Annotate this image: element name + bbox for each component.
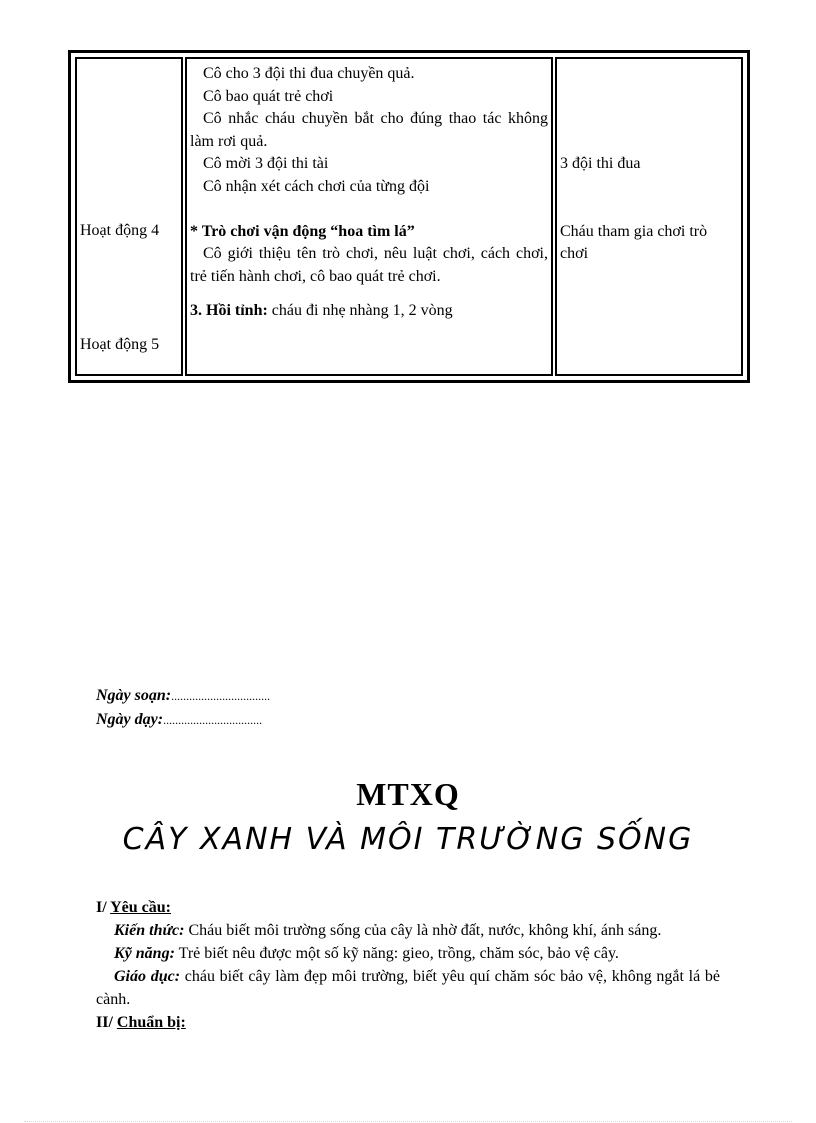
activity-label-cell [75, 57, 183, 376]
content-line: Cô mời 3 đội thi tài [203, 155, 329, 172]
game-title: * Trò chơi vận động “hoa tìm lá” [190, 222, 415, 240]
child-activity-text: 3 đội thi đua [560, 155, 641, 172]
requirements-section [96, 896, 720, 1034]
activity-label: Hoạt động 5 [80, 335, 160, 353]
topic-title: CÂY XANH VÀ MÔI TRƯỜNG SỐNG [122, 822, 694, 857]
cooldown-title: 3. Hồi tỉnh: [190, 302, 268, 319]
cooldown-text: cháu đi nhẹ nhàng 1, 2 vòng [267, 302, 453, 319]
teach-date-line [96, 708, 270, 732]
activity-table [68, 50, 750, 383]
knowledge-paragraph [96, 919, 720, 942]
child-activity-cell [555, 57, 743, 376]
skills-paragraph [96, 942, 720, 965]
teach-date-label: Ngày dạy: [96, 711, 164, 728]
education-text: cháu biết cây làm đẹp môi trường, biết yêu quí chăm sóc bảo vệ, không ngắt lá bẻ cành. [96, 968, 721, 1008]
knowledge-text: Cháu biết môi trường sống của cây là nhờ đất, nước, không khí, ánh sáng. [184, 922, 662, 939]
content-line: Cô bao quát trẻ chơi [203, 87, 334, 105]
prep-date-label: Ngày soạn: [96, 687, 172, 704]
subject-title: MTXQ [356, 776, 460, 812]
prep-date-line [96, 684, 270, 708]
activity-label: Hoạt động 4 [80, 222, 160, 239]
prep-date-dots: ................................. [171, 689, 271, 703]
table-row [75, 57, 743, 376]
preparation-heading [96, 1011, 720, 1034]
page-divider [24, 1121, 792, 1122]
activity-content-cell [185, 57, 553, 376]
content-line: Cô nhận xét cách chơi của từng đội [203, 177, 430, 195]
requirements-heading [96, 896, 720, 919]
heading-text: Yêu cầu: [110, 899, 171, 916]
prep-prefix: II/ [96, 1014, 117, 1031]
skills-label: Kỹ năng: [114, 945, 175, 962]
child-activity-text: Cháu tham gia chơi trò chơi [560, 222, 708, 262]
content-line: Cô cho 3 đội thi đua chuyền quả. [203, 65, 415, 82]
education-paragraph [96, 965, 720, 1011]
lesson-dates [96, 684, 270, 732]
education-label: Giáo dục: [114, 968, 181, 985]
teach-date-dots: ................................. [163, 713, 263, 727]
game-description: Cô giới thiệu tên trò chơi, nêu luật chơi, cách chơi, trẻ tiến hành chơi, cô bao quát trẻ chơi. [190, 245, 548, 285]
prep-heading-text: Chuẩn bị: [116, 1014, 186, 1031]
content-line: Cô nhắc cháu chuyền bắt cho đúng thao tác không làm rơi quả. [190, 110, 548, 150]
cooldown-line [190, 300, 548, 323]
heading-prefix: I/ [96, 899, 111, 916]
knowledge-label: Kiến thức: [114, 922, 185, 939]
skills-text: Trẻ biết nêu được một số kỹ năng: gieo, trồng, chăm sóc, bảo vệ cây. [174, 945, 619, 962]
activity-table-grid [73, 55, 745, 378]
